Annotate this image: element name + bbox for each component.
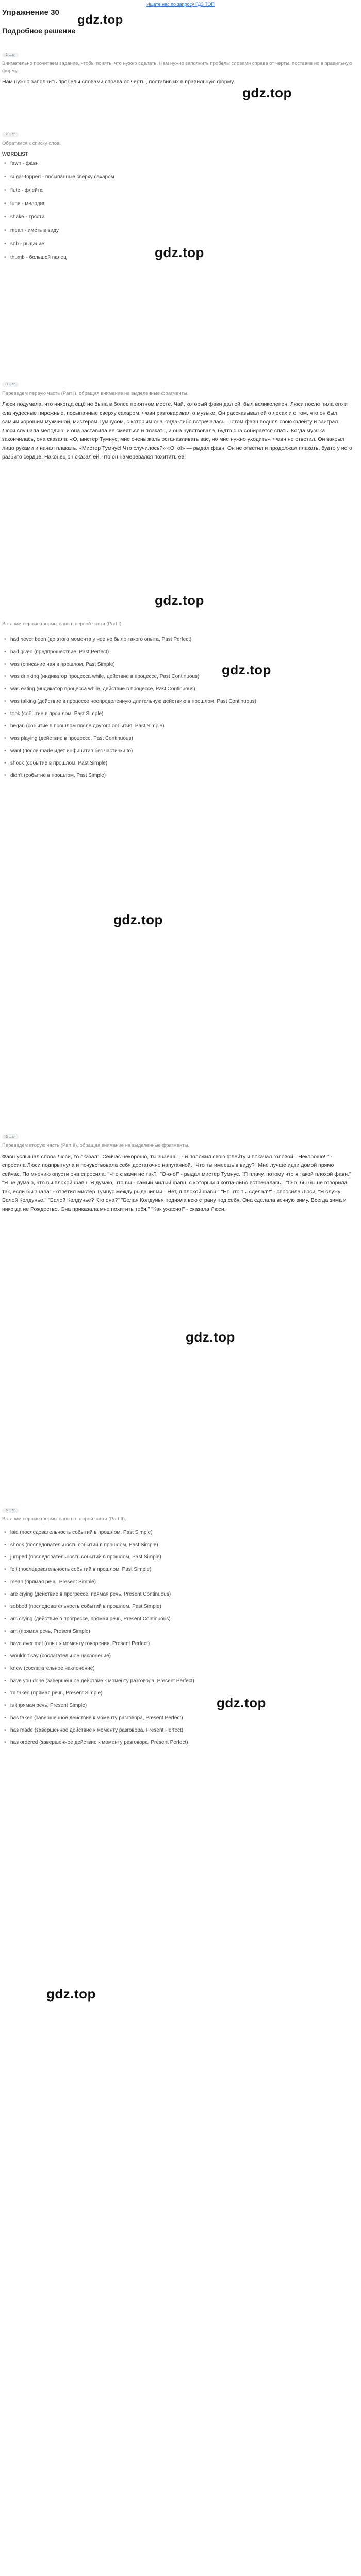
step-3 — [2, 379, 353, 462]
list-item: • sob - рыдание — [2, 241, 353, 248]
list-item: • has made (завершенное действие к моменту разговора, Present Perfect) — [2, 1727, 353, 1734]
watermark-logo: gdz.top — [155, 245, 204, 260]
list-item: • thumb - большой палец — [2, 254, 353, 261]
list-item: • sugar-topped - посыпанные сверху сахаром — [2, 174, 353, 181]
step-text: Вставим верные формы слов в первой части (Part I). — [2, 621, 123, 627]
answers-list — [2, 636, 353, 779]
step-main: Нам нужно заполнить пробелы словами справа от черты, поставив их в правильную форму. — [2, 79, 235, 85]
exercise-title: Упражнение 30 — [2, 8, 59, 17]
step-label: 3 шаг — [2, 382, 19, 387]
list-item: • sobbed (последовательность событий в прошлом, Past Simple) — [2, 1603, 353, 1611]
step-4 — [2, 621, 353, 785]
list-item: • 'm taken (прямая речь, Present Simple) — [2, 1690, 353, 1697]
list-item: • was eating (индикатор процесса while, действие в процессе, Past Continuous) — [2, 686, 353, 693]
list-item: • had never been (до этого момента у нее не было такого опыта, Past Perfect) — [2, 636, 353, 643]
watermark-logo: gdz.top — [155, 592, 204, 608]
solution-title: Подробное решение — [2, 27, 76, 35]
list-item: • took (событие в прошлом, Past Simple) — [2, 710, 353, 718]
watermark-logo: gdz.top — [113, 912, 163, 927]
wordlist-title: WORDLIST — [2, 151, 28, 157]
step-label: 6 шаг — [2, 1508, 19, 1513]
list-item: • had given (предпрошествие, Past Perfect) — [2, 649, 353, 656]
list-item: • shook (последовательность событий в прошлом, Past Simple) — [2, 1541, 353, 1549]
list-item: • am (прямая речь, Present Simple) — [2, 1628, 353, 1635]
watermark-logo: gdz.top — [217, 1695, 266, 1710]
list-item: • was playing (действие в процессе, Past Continuous) — [2, 735, 353, 742]
step-text: Внимательно прочитаем задание, чтобы понять, что нужно сделать. Нам нужно заполнить пробелы словами справа от черты, поставив их в правильную форму. — [2, 61, 352, 74]
list-item: • shake - трясти — [2, 214, 353, 221]
list-item: • began (событие в прошлом после другого события, Past Simple) — [2, 723, 353, 730]
search-link[interactable]: Ищете нас по запросу ГДЗ ТОП — [146, 2, 215, 7]
translation-text: Фавн услышал слова Люси, то сказал: "Сейчас некорошо, ты знаешь", - и положил свою флейту и покачал головой. "Некорошо!!" - спросила Люси подпрыгнула и почувствовала себя достаточно напуганной. "Что ты имеешь в виду?" Мне лучше идти домой прямо сейчас. По мнению опусти она спросила: "Что с вами не так?" "О-о-о!" - рыдал мистер Тумнус. "Я плачу, потому что я такой плохой фавн." "Я не думаю, что вы плохой фавн. Я думаю, что вы - самый милый фавн, с которым я когда-либо встречалась." "О-о, бы бы не говорила так, если бы знала" - ответил мистер Тумнус между рыданиями, "Нет, я плохой фавн." "Но что ты сделал?" - спросила Люси. "Я служу Белой Колдунье." "Белой Колдунье? Кто она?" "Белая Колдунья подняла всю страну под себя. Она сделала вечную зиму. Всегда зима и никогда не Рождество. Она приказала мне похитить тебя." "Как ужасно!" - сказала Люси. — [2, 1154, 351, 1212]
watermark-logo: gdz.top — [242, 85, 292, 100]
list-item: • have ever met (опыт к моменту говорения, Present Perfect) — [2, 1640, 353, 1648]
list-item: • didn't (событие в прошлом, Past Simple) — [2, 772, 353, 779]
list-item: • was talking (действие в процессе неопределенную длительную действию в прошлом, Past Continuous) — [2, 698, 353, 705]
watermark-logo: gdz.top — [46, 1986, 96, 2002]
list-item: • felt (последовательность событий в прошлом, Past Simple) — [2, 1566, 353, 1573]
list-item: • mean - иметь в виду — [2, 227, 353, 234]
step-text: Переведем первую часть (Part I), обращая внимание на выделенные фрагменты. — [2, 391, 189, 396]
step-6 — [2, 1504, 353, 1752]
list-item: • laid (последовательность событий в прошлом, Past Simple) — [2, 1529, 353, 1536]
list-item: • wouldn't say (сослагательное наклонение) — [2, 1653, 353, 1660]
list-item: • shook (событие в прошлом, Past Simple) — [2, 760, 353, 767]
translation-text: Люси подумала, что никогда ещё не была в более приятном месте. Чай, который фавн дал ей, был великолепен. Люси после пила его и ела чудесные пирожные, посыпанные сверху сахаром. Фавн разговаривал о музыке. Он рассказывал ей о лесах и о том, что он был самым хорошим мужчиной, мистером Тумнусом, с которым она когда-либо встречалась. Потом фавн поднял свою флейту и заиграл. Люси слушала мелодию, и она заставила её смеяться и плакать, и она чувствовала, будто она собирается спать. Когда музыка закончилась, она сказала: «О, мистер Тумнус, мне очень жаль останавливать вас, но мне нужно уходить». Фавн не ответил. Он закрыл лицо руками и начал плакать. «Мистер Тумнус! Что случилось?» «О, о!» — рыдал фавн. Он не ответил и продолжал плакать, будто у него разбито сердце. Наконец он сказал ей, что он намеревался похитить ее. — [2, 401, 352, 460]
list-item: • knew (сослагательное наклонение) — [2, 1665, 353, 1672]
list-item: • am crying (действие в прогрессе, прямая речь, Present Continuous) — [2, 1616, 353, 1623]
list-item: • want (после made идет инфинитив без частички to) — [2, 748, 353, 755]
step-label: 2 шаг — [2, 132, 19, 137]
list-item: • was (описание чая в прошлом, Past Simple) — [2, 661, 353, 668]
step-label: 1 шаг — [2, 53, 19, 57]
step-text: Обратимся к списку слов. — [2, 141, 61, 146]
list-item: • jumped (последовательность событий в прошлом, Past Simple) — [2, 1554, 353, 1561]
list-item: • flute - флейта — [2, 187, 353, 194]
step-1 — [2, 49, 353, 87]
list-item: • are crying (действие в прогрессе, прямая речь, Present Continuous) — [2, 1591, 353, 1598]
list-item: • is (прямая речь, Present Simple) — [2, 1702, 353, 1709]
list-item: • mean (прямая речь, Present Simple) — [2, 1579, 353, 1586]
list-item: • fawn - фавн — [2, 160, 353, 167]
step-5 — [2, 1131, 353, 1214]
list-item: • has ordered (завершенное действие к моменту разговора, Present Perfect) — [2, 1739, 353, 1747]
watermark-logo: gdz.top — [222, 662, 271, 677]
answers-list — [2, 1529, 353, 1747]
step-text: Вставим верные формы слов во второй части (Part II). — [2, 1516, 126, 1522]
list-item: • have you done (завершенное действие к моменту разговора, Present Perfect) — [2, 1677, 353, 1685]
watermark-logo: gdz.top — [186, 1329, 235, 1345]
step-text: Переведем вторую часть (Part II), обращая внимание на выделенные фрагменты. — [2, 1143, 190, 1148]
site-logo: gdz.top — [77, 13, 123, 27]
list-item: • has taken (завершенное действие к моменту разговора, Present Perfect) — [2, 1715, 353, 1722]
list-item: • was drinking (индикатор процесса while, действие в процессе, Past Continuous) — [2, 673, 353, 681]
step-label: 5 шаг — [2, 1134, 19, 1139]
list-item: • tune - мелодия — [2, 200, 353, 208]
